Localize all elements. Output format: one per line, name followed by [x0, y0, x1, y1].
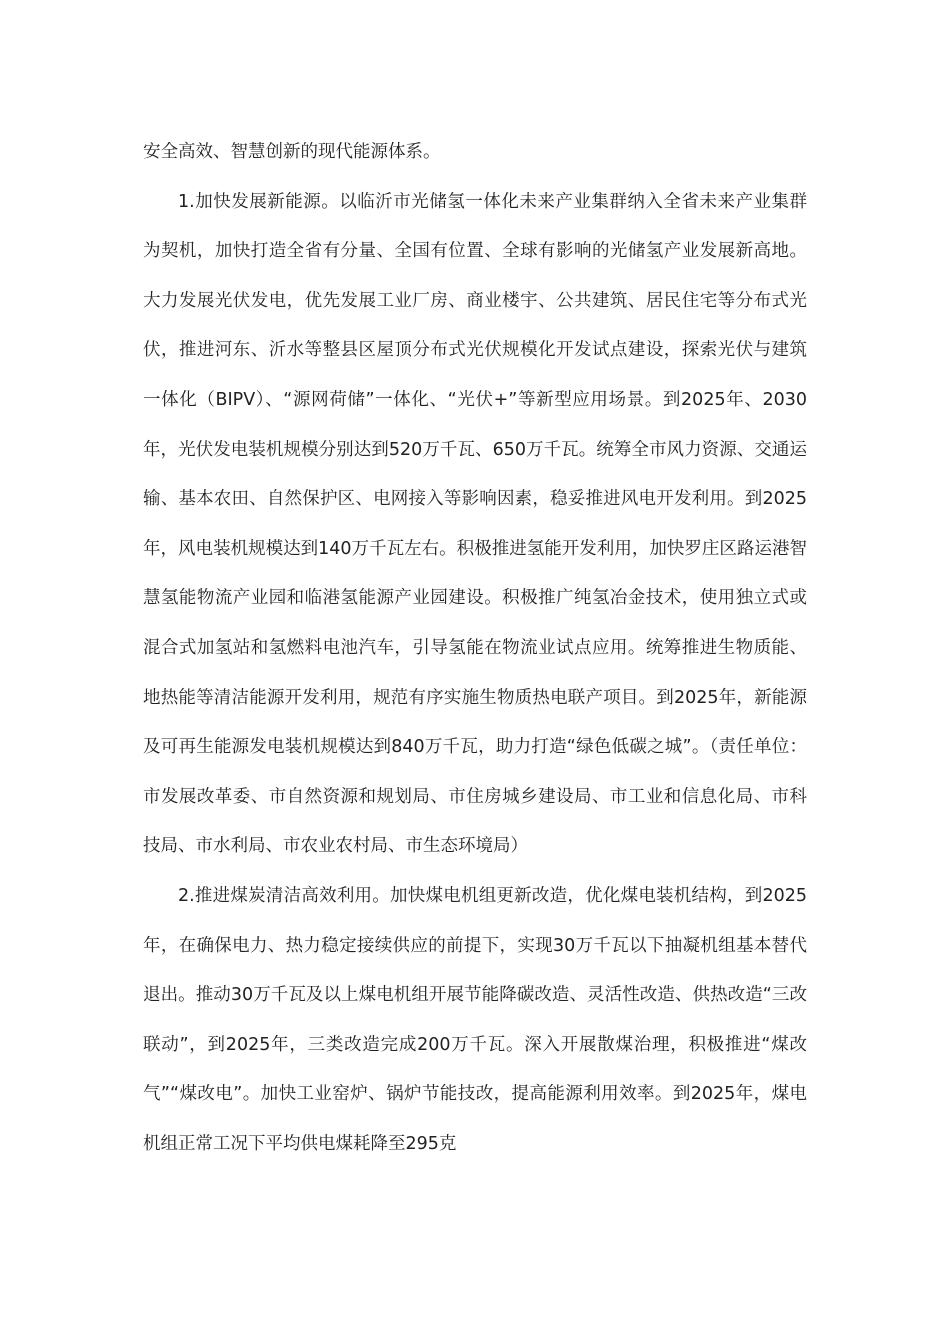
paragraph-coal-utilization: 2.推进煤炭清洁高效利用。加快煤电机组更新改造，优化煤电装机结构，到2025年，在确保电力、热力稳定接续供应的前提下，实现30万千瓦以下抽凝机组基本替代退出。推动30万千瓦及以上煤电机组开展节能降碳改造、灵活性改造、供热改造“三改联动”，到2025年，三类改造完成200万千瓦。深入开展散煤治理，积极推进“煤改气”“煤改电”。加快工业窑炉、锅炉节能技改，提高能源利用效率。到2025年，煤电机组正常工况下平均供电煤耗降至295克	[143, 885, 807, 1154]
paragraph-new-energy: 1.加快发展新能源。以临沂市光储氢一体化未来产业集群纳入全省未来产业集群为契机，加快打造全省有分量、全国有位置、全球有影响的光储氢产业发展新高地。大力发展光伏发电，优先发展工业厂房、商业楼宇、公共建筑、居民住宅等分布式光伏，推进河东、沂水等整县区屋顶分布式光伏规模化开发试点建设，探索光伏与建筑一体化（BIPV）、“源网荷储”一体化、“光伏+”等新型应用场景。到2025年、2030年，光伏发电装机规模分别达到520万千瓦、650万千瓦。统筹全市风力资源、交通运输、基本农田、自然保护区、电网接入等影响因素，稳妥推进风电开发利用。到2025年，风电装机规模达到140万千瓦左右。积极推进氢能开发利用，加快罗庄区路运港智慧氢能物流产业园和临港氢能源产业园建设。积极推广纯氢冶金技术，使用独立式或混合式加氢站和氢燃料电池汽车，引导氢能在物流业试点应用。统筹推进生物质能、地热能等清洁能源开发利用，规范有序实施生物质热电联产项目。到2025年，新能源及可再生能源发电装机规模达到840万千瓦，助力打造“绿色低碳之城”。（责任单位：市发展改革委、市自然资源和规划局、市住房城乡建设局、市工业和信息化局、市科技局、市水利局、市农业农村局、市生态环境局）	[143, 191, 807, 857]
paragraph-continuation: 安全高效、智慧创新的现代能源体系。	[143, 142, 441, 162]
document-body	[143, 128, 807, 1169]
